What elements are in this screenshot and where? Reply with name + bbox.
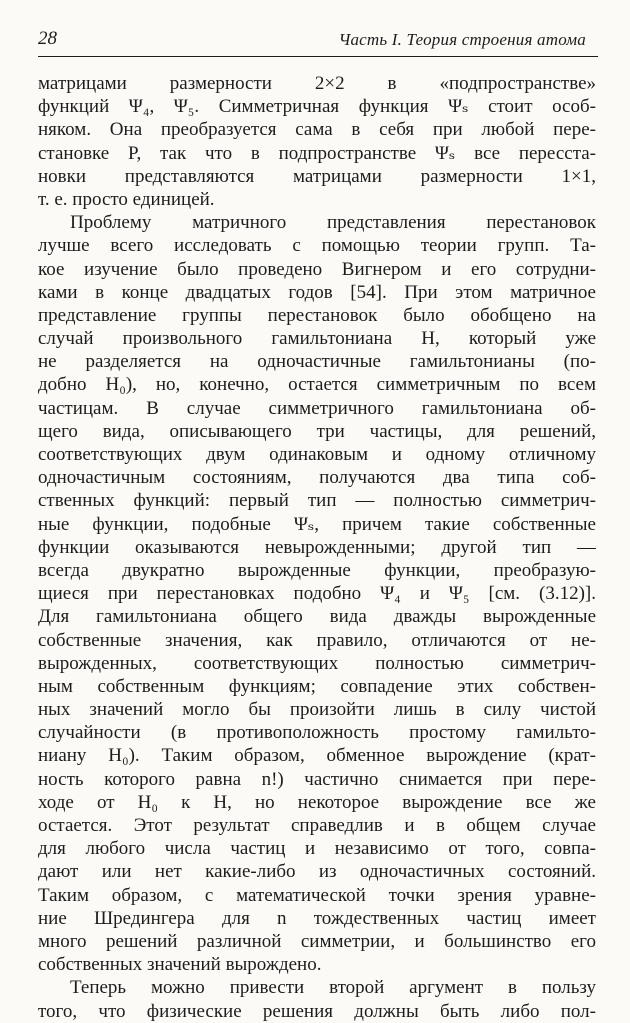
text-line: функций Ψ₄, Ψ₅. Симметричная функция Ψₛ стоит особ-: [38, 96, 596, 118]
text-line: Для гамильтониана общего вида дважды вырожденные: [38, 606, 596, 628]
page-number: 28: [38, 28, 57, 49]
text-line: Таким образом, с математической точки зрения уравне-: [38, 884, 596, 906]
text-line: ные функции, подобные Ψₛ, причем такие собственные: [38, 513, 596, 535]
text-line: Проблему матричного представления перестановок: [70, 212, 596, 234]
text-line: щего вида, описывающего три частицы, для решений,: [38, 420, 596, 442]
text-line: ходе от H₀ к H, но некоторое вырождение все же: [38, 791, 596, 813]
text-line: собственные значения, как правило, отличаются от не-: [38, 629, 596, 651]
text-line: Теперь можно привести второй аргумент в пользу: [70, 977, 596, 999]
text-line: ных значений могло бы произойти лишь в силу чистой: [38, 699, 596, 721]
text-line: собственных значений вырождено.: [38, 954, 322, 976]
text-line: дают или нет какие-либо из одночастичных состояний.: [38, 861, 596, 883]
text-line: т. е. просто единицей.: [38, 188, 215, 210]
text-line: ность которого равна n!) частично снимается при пере-: [38, 768, 596, 790]
text-line: ниану H₀). Таким образом, обменное вырождение (крат-: [38, 745, 596, 767]
text-line: вырожденных, соответствующих полностью симметрич-: [38, 652, 596, 674]
text-line: представление группы перестановок было обобщено на: [38, 304, 596, 326]
text-line: новки представляются матрицами размерности 1×1,: [38, 165, 596, 187]
text-line: ние Шредингера для n тождественных частиц имеет: [38, 907, 596, 929]
text-line: ным собственным функциям; совпадение этих собствен-: [38, 675, 596, 697]
text-line: частицам. В случае симметричного гамильтониана об-: [38, 397, 596, 419]
text-line: остается. Этот результат справедлив и в общем случае: [38, 815, 596, 836]
text-line: много решений различной симметрии, и большинство его: [38, 930, 596, 952]
text-line: для любого числа частиц и независимо от того, совпа-: [38, 838, 596, 860]
text-line: ственных функций: первый тип — полностью симметрич-: [38, 490, 596, 512]
text-line: одночастичным состояниям, получаются два типа соб-: [38, 467, 596, 489]
header-rule: [38, 56, 598, 57]
text-line: становке P, так что в подпространстве Ψₛ все пересста-: [38, 142, 596, 164]
text-line: случай произвольного гамильтониана H, который уже: [38, 328, 596, 350]
text-line: лучше всего исследовать с помощью теории групп. Та-: [38, 235, 596, 257]
page-header: [38, 24, 598, 58]
text-line: няком. Она преобразуется сама в себя при любой пере-: [38, 119, 596, 141]
text-line: ками в конце двадцатых годов [54]. При этом матричное: [38, 281, 596, 303]
text-line: того, что физические решения должны быть либо пол-: [38, 1000, 596, 1022]
running-head: Часть I. Теория строения атома: [338, 30, 586, 49]
text-line: случайности (в противоположность простому гамильто-: [38, 722, 596, 744]
text-line: щиеся при перестановках подобно Ψ₄ и Ψ₅ [см. (3.12)].: [38, 583, 596, 605]
text-line: всегда двукратно вырожденные функции, преобразую-: [38, 559, 596, 581]
text-line: функции оказываются невырожденными; другой тип —: [38, 536, 596, 558]
text-line: добно H₀), но, конечно, остается симметричным по всем: [38, 374, 596, 396]
text-line: соответствующих двум одинаковым и одному отличному: [38, 444, 596, 465]
text-line: не разделяется на одночастичные гамильтонианы (по-: [38, 351, 596, 373]
text-line: кое изучение было проведено Вигнером и его сотрудни-: [38, 258, 596, 280]
text-line: матрицами размерности 2×2 в «подпространстве»: [38, 73, 596, 94]
body-text: [38, 72, 596, 1023]
